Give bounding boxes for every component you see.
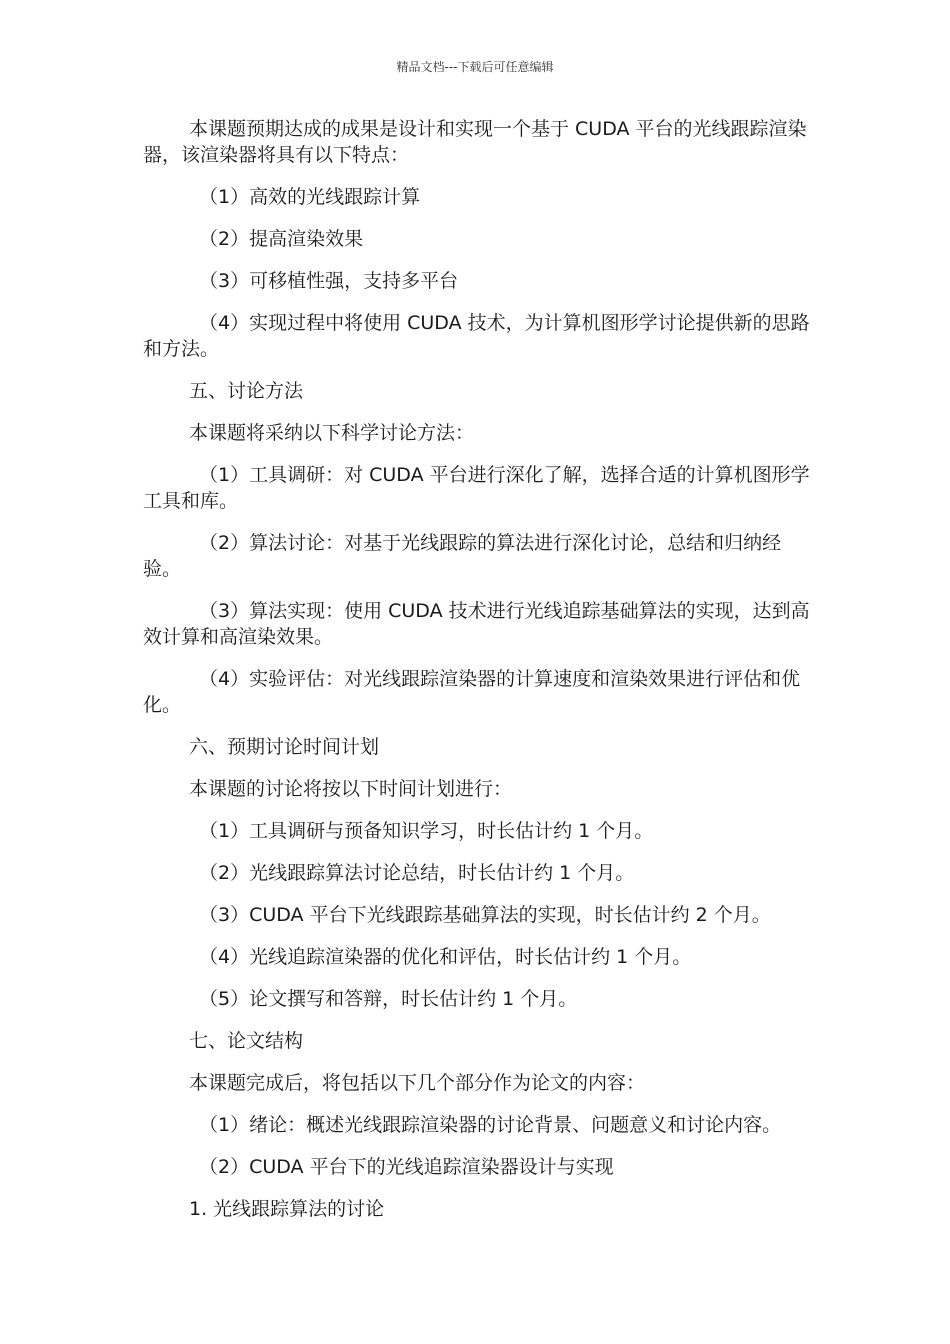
list-item: （2）算法讨论：对基于光线跟踪的算法进行深化讨论，总结和归纳经验。 [143,532,782,580]
paragraph: 本课题的讨论将按以下时间计划进行： [189,778,513,800]
list-item: （2）光线跟踪算法讨论总结，时长估计约 1 个月。 [199,862,635,884]
paragraph: 本课题预期达成的成果是设计和实现一个基于 CUDA 平台的光线跟踪渲染器，该渲染器将具有以下特点： [143,118,807,166]
subsection-heading: 1. 光线跟踪算法的讨论 [189,1198,385,1220]
section-heading: 五、讨论方法 [189,380,304,402]
list-item: （4）实现过程中将使用 CUDA 技术，为计算机图形学讨论提供新的思路和方法。 [143,312,810,360]
list-item: （4）实验评估：对光线跟踪渲染器的计算速度和渲染效果进行评估和优化。 [143,668,801,716]
list-item: （1）绪论：概述光线跟踪渲染器的讨论背景、问题意义和讨论内容。 [199,1114,782,1136]
section-heading: 六、预期讨论时间计划 [189,736,380,758]
list-item: （1）工具调研与预备知识学习，时长估计约 1 个月。 [199,820,654,842]
list-item: （5）论文撰写和答辩，时长估计约 1 个月。 [199,988,578,1010]
list-item: （1）高效的光线跟踪计算 [199,186,421,208]
page-header: 精品文档---下载后可任意编辑 [396,60,554,74]
list-item: （4）光线追踪渲染器的优化和评估，时长估计约 1 个月。 [199,946,692,968]
list-item: （3）可移植性强，支持多平台 [199,270,459,292]
list-item: （1）工具调研：对 CUDA 平台进行深化了解，选择合适的计算机图形学工具和库。 [143,464,810,512]
paragraph: 本课题将采纳以下科学讨论方法： [189,422,475,444]
document-body [143,116,815,1238]
paragraph: 本课题完成后，将包括以下几个部分作为论文的内容： [189,1072,646,1094]
list-item: （3）算法实现：使用 CUDA 技术进行光线追踪基础算法的实现，达到高效计算和高渲染效果。 [143,600,810,648]
list-item: （3）CUDA 平台下光线跟踪基础算法的实现，时长估计约 2 个月。 [199,904,771,926]
section-heading: 七、论文结构 [189,1030,304,1052]
list-item: （2）提高渲染效果 [199,228,364,250]
list-item: （2）CUDA 平台下的光线追踪渲染器设计与实现 [199,1156,614,1178]
